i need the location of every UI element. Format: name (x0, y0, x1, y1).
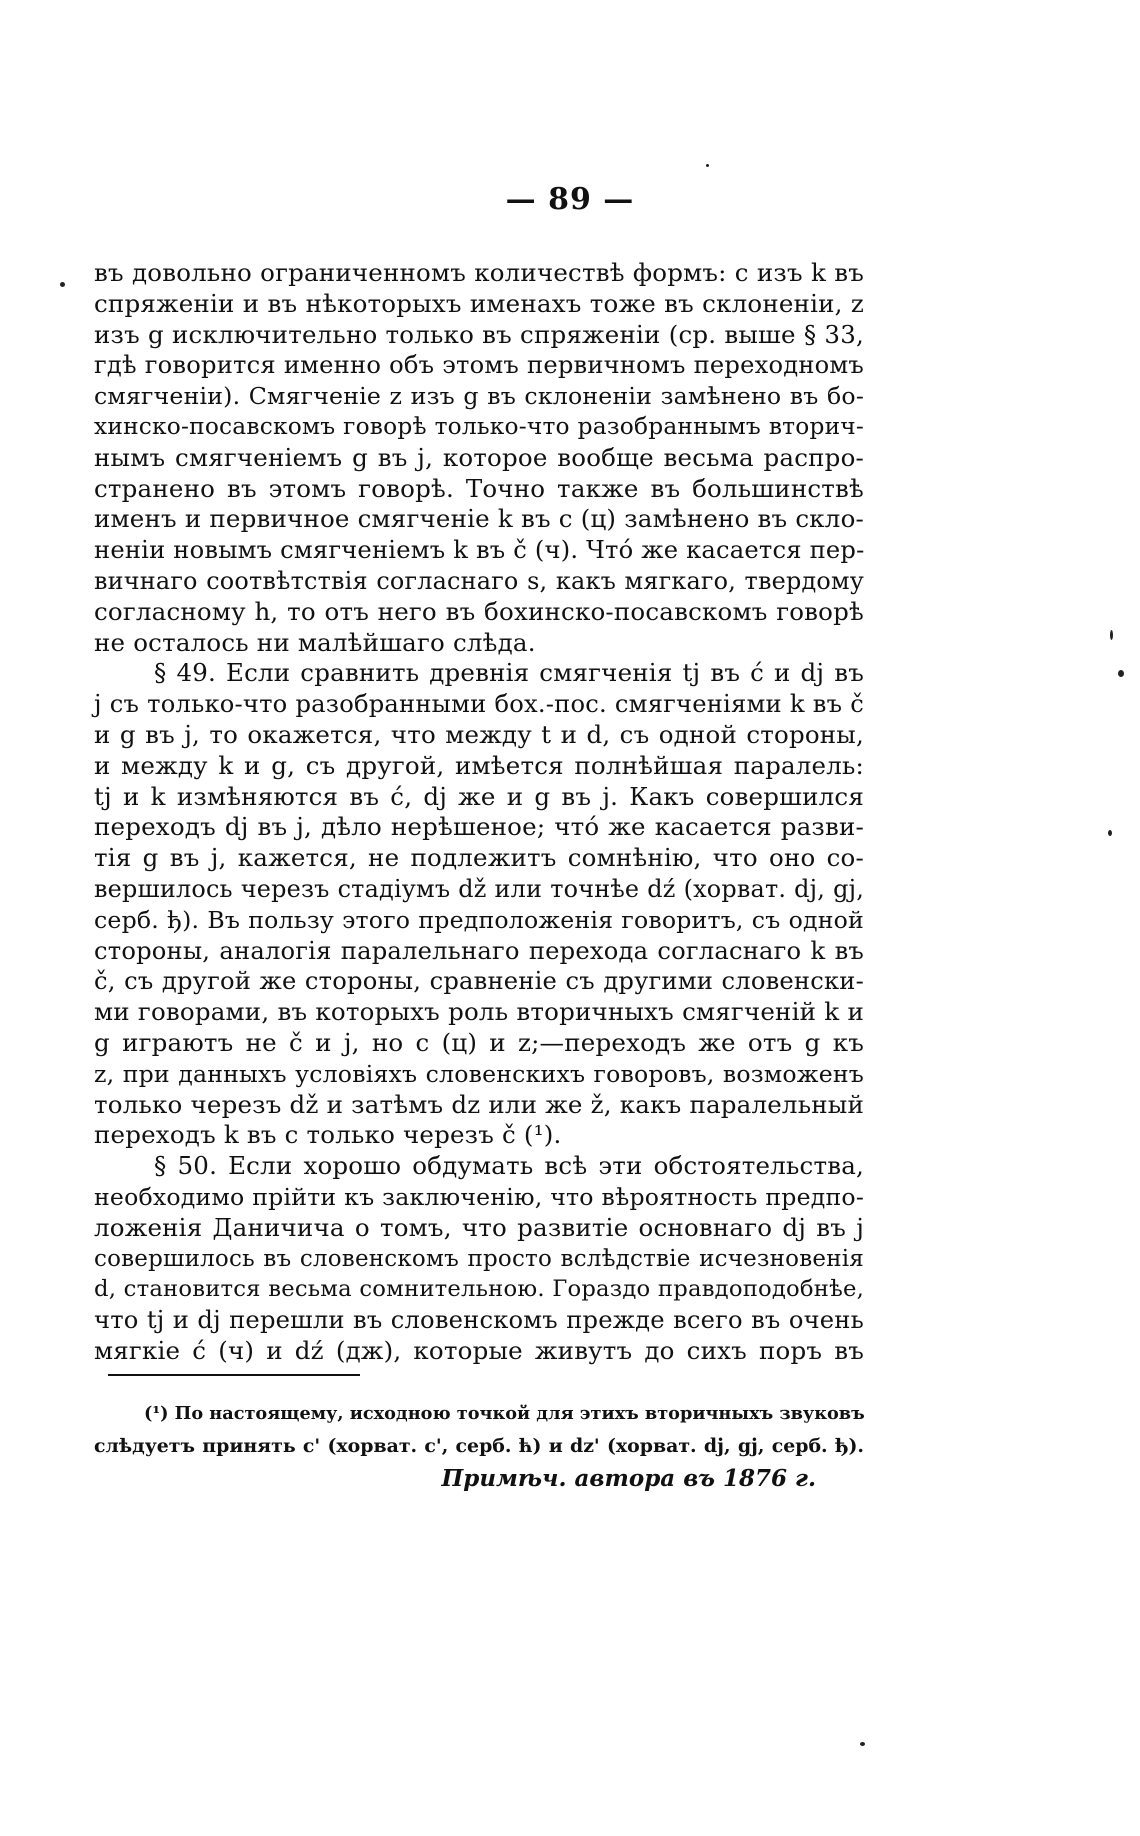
body-line: серб. ђ). Въ пользу этого предположенія говоритъ, съ одной (94, 905, 864, 934)
body-line: и g въ j, то окажется, что между t и d, съ одной стороны, (94, 719, 864, 749)
body-line: спряженіи и въ нѣкоторыхъ именахъ тоже въ склоненіи, z (94, 288, 864, 318)
body-line: d, становится весьма сомнительною. Гораздо правдоподобнѣе, (94, 1276, 864, 1303)
body-line: не осталось ни малѣйшаго слѣда. (94, 627, 536, 657)
scan-speck (60, 282, 65, 287)
body-line: вичнаго соотвѣтствія согласнаго s, какъ мягкаго, твердому (94, 566, 864, 595)
footnote-divider (108, 1374, 360, 1376)
body-line: тія g въ j, кажется, не подлежитъ сомнѣнію, что оно со- (94, 843, 864, 873)
body-line: только черезъ dž и затѣмъ dz или же ž, какъ паралельный (94, 1089, 864, 1119)
scan-speck (860, 1742, 865, 1746)
body-line: стороны, аналогія паралельнаго перехода согласнаго k въ (94, 936, 864, 965)
body-line: смягченіи). Смягченіе z изъ g въ склоненіи замѣнено въ бо- (94, 382, 864, 411)
body-line: именъ и первичное смягченіе k въ с (ц) замѣнено въ скло- (94, 504, 864, 534)
body-line: g играютъ не č и j, но с (ц) и z;—переходъ же отъ g къ (94, 1027, 864, 1057)
scan-speck (1118, 670, 1124, 677)
body-line: нымъ смягченіемъ g въ j, которое вообще весьма распро- (94, 442, 864, 472)
body-line: č, съ другой же стороны, сравненіе съ другими словенски- (94, 967, 864, 996)
body-line: и между k и g, съ другой, имѣется полнѣйшая паралель: (94, 750, 864, 780)
scan-speck (706, 164, 709, 167)
footnote-signature: Примѣч. автора въ 1876 г. (441, 1465, 816, 1492)
footnote (94, 1398, 864, 1496)
page-number: — 89 — (505, 182, 635, 217)
body-line: ми говорами, въ которыхъ роль вторичныхъ смягченій k и (94, 997, 864, 1027)
body-line: неніи новымъ смягченіемъ k въ č (ч). Что́ же касается пер- (94, 536, 865, 565)
section-49-start: § 49. Если сравнить древнія смягченія tj въ ć и dj въ (154, 658, 864, 688)
body-line: совершилось въ словенскомъ просто вслѣдствіе исчезновенія (94, 1245, 864, 1272)
body-line: согласному h, то отъ него въ бохинско-посавскомъ говорѣ (94, 596, 864, 626)
body-line: j съ только-что разобранными бох.-пос. смягченіями k въ č (94, 690, 864, 719)
body-text (94, 258, 864, 1367)
footnote-line: (¹) По настоящему, исходною точкой для этихъ вторичныхъ звуковъ (144, 1403, 865, 1424)
body-line: гдѣ говорится именно объ этомъ первичномъ переходномъ (94, 351, 864, 380)
body-line: переходъ dj въ j, дѣло нерѣшеное; что́ же касается разви- (94, 812, 864, 842)
body-line: въ довольно ограниченномъ количествѣ формъ: с изъ k въ (94, 258, 864, 287)
body-line: странено въ этомъ говорѣ. Точно также въ большинствѣ (94, 473, 864, 503)
body-line: tj и k измѣняются въ ć, dj же и g въ j. Какъ совершился (94, 781, 864, 811)
body-line: z, при данныхъ условіяхъ словенскихъ говоровъ, возможенъ (94, 1059, 864, 1088)
body-line: ложенія Даничича о томъ, что развитіе основнаго dj въ j (94, 1212, 864, 1242)
body-line: вершилось черезъ стадіумъ dž или точнѣе dź (хорват. dj, gj, (94, 874, 864, 903)
body-line: что tj и dj перешли въ словенскомъ прежде всего въ очень (94, 1306, 864, 1335)
body-line: переходъ k въ с только черезъ č (¹). (94, 1120, 562, 1150)
section-50-start: § 50. Если хорошо обдумать всѣ эти обстоятельства, (154, 1151, 864, 1181)
scan-speck (1108, 830, 1112, 836)
body-line: хинско-посавскомъ говорѣ только-что разобраннымъ вторич- (94, 412, 864, 440)
body-line: необходимо прійти къ заключенію, что вѣроятность предпо- (94, 1182, 864, 1211)
scan-speck (1110, 630, 1113, 640)
footnote-line: слѣдуетъ принять с' (хорват. с', серб. ћ) и dz' (хорват. dj, gj, серб. ђ). (94, 1435, 864, 1457)
body-line: изъ g исключительно только въ спряженіи (ср. выше § 33, (94, 319, 864, 349)
body-line: мягкіе ć (ч) и dź (дж), которые живутъ до сихъ поръ въ (94, 1335, 864, 1365)
